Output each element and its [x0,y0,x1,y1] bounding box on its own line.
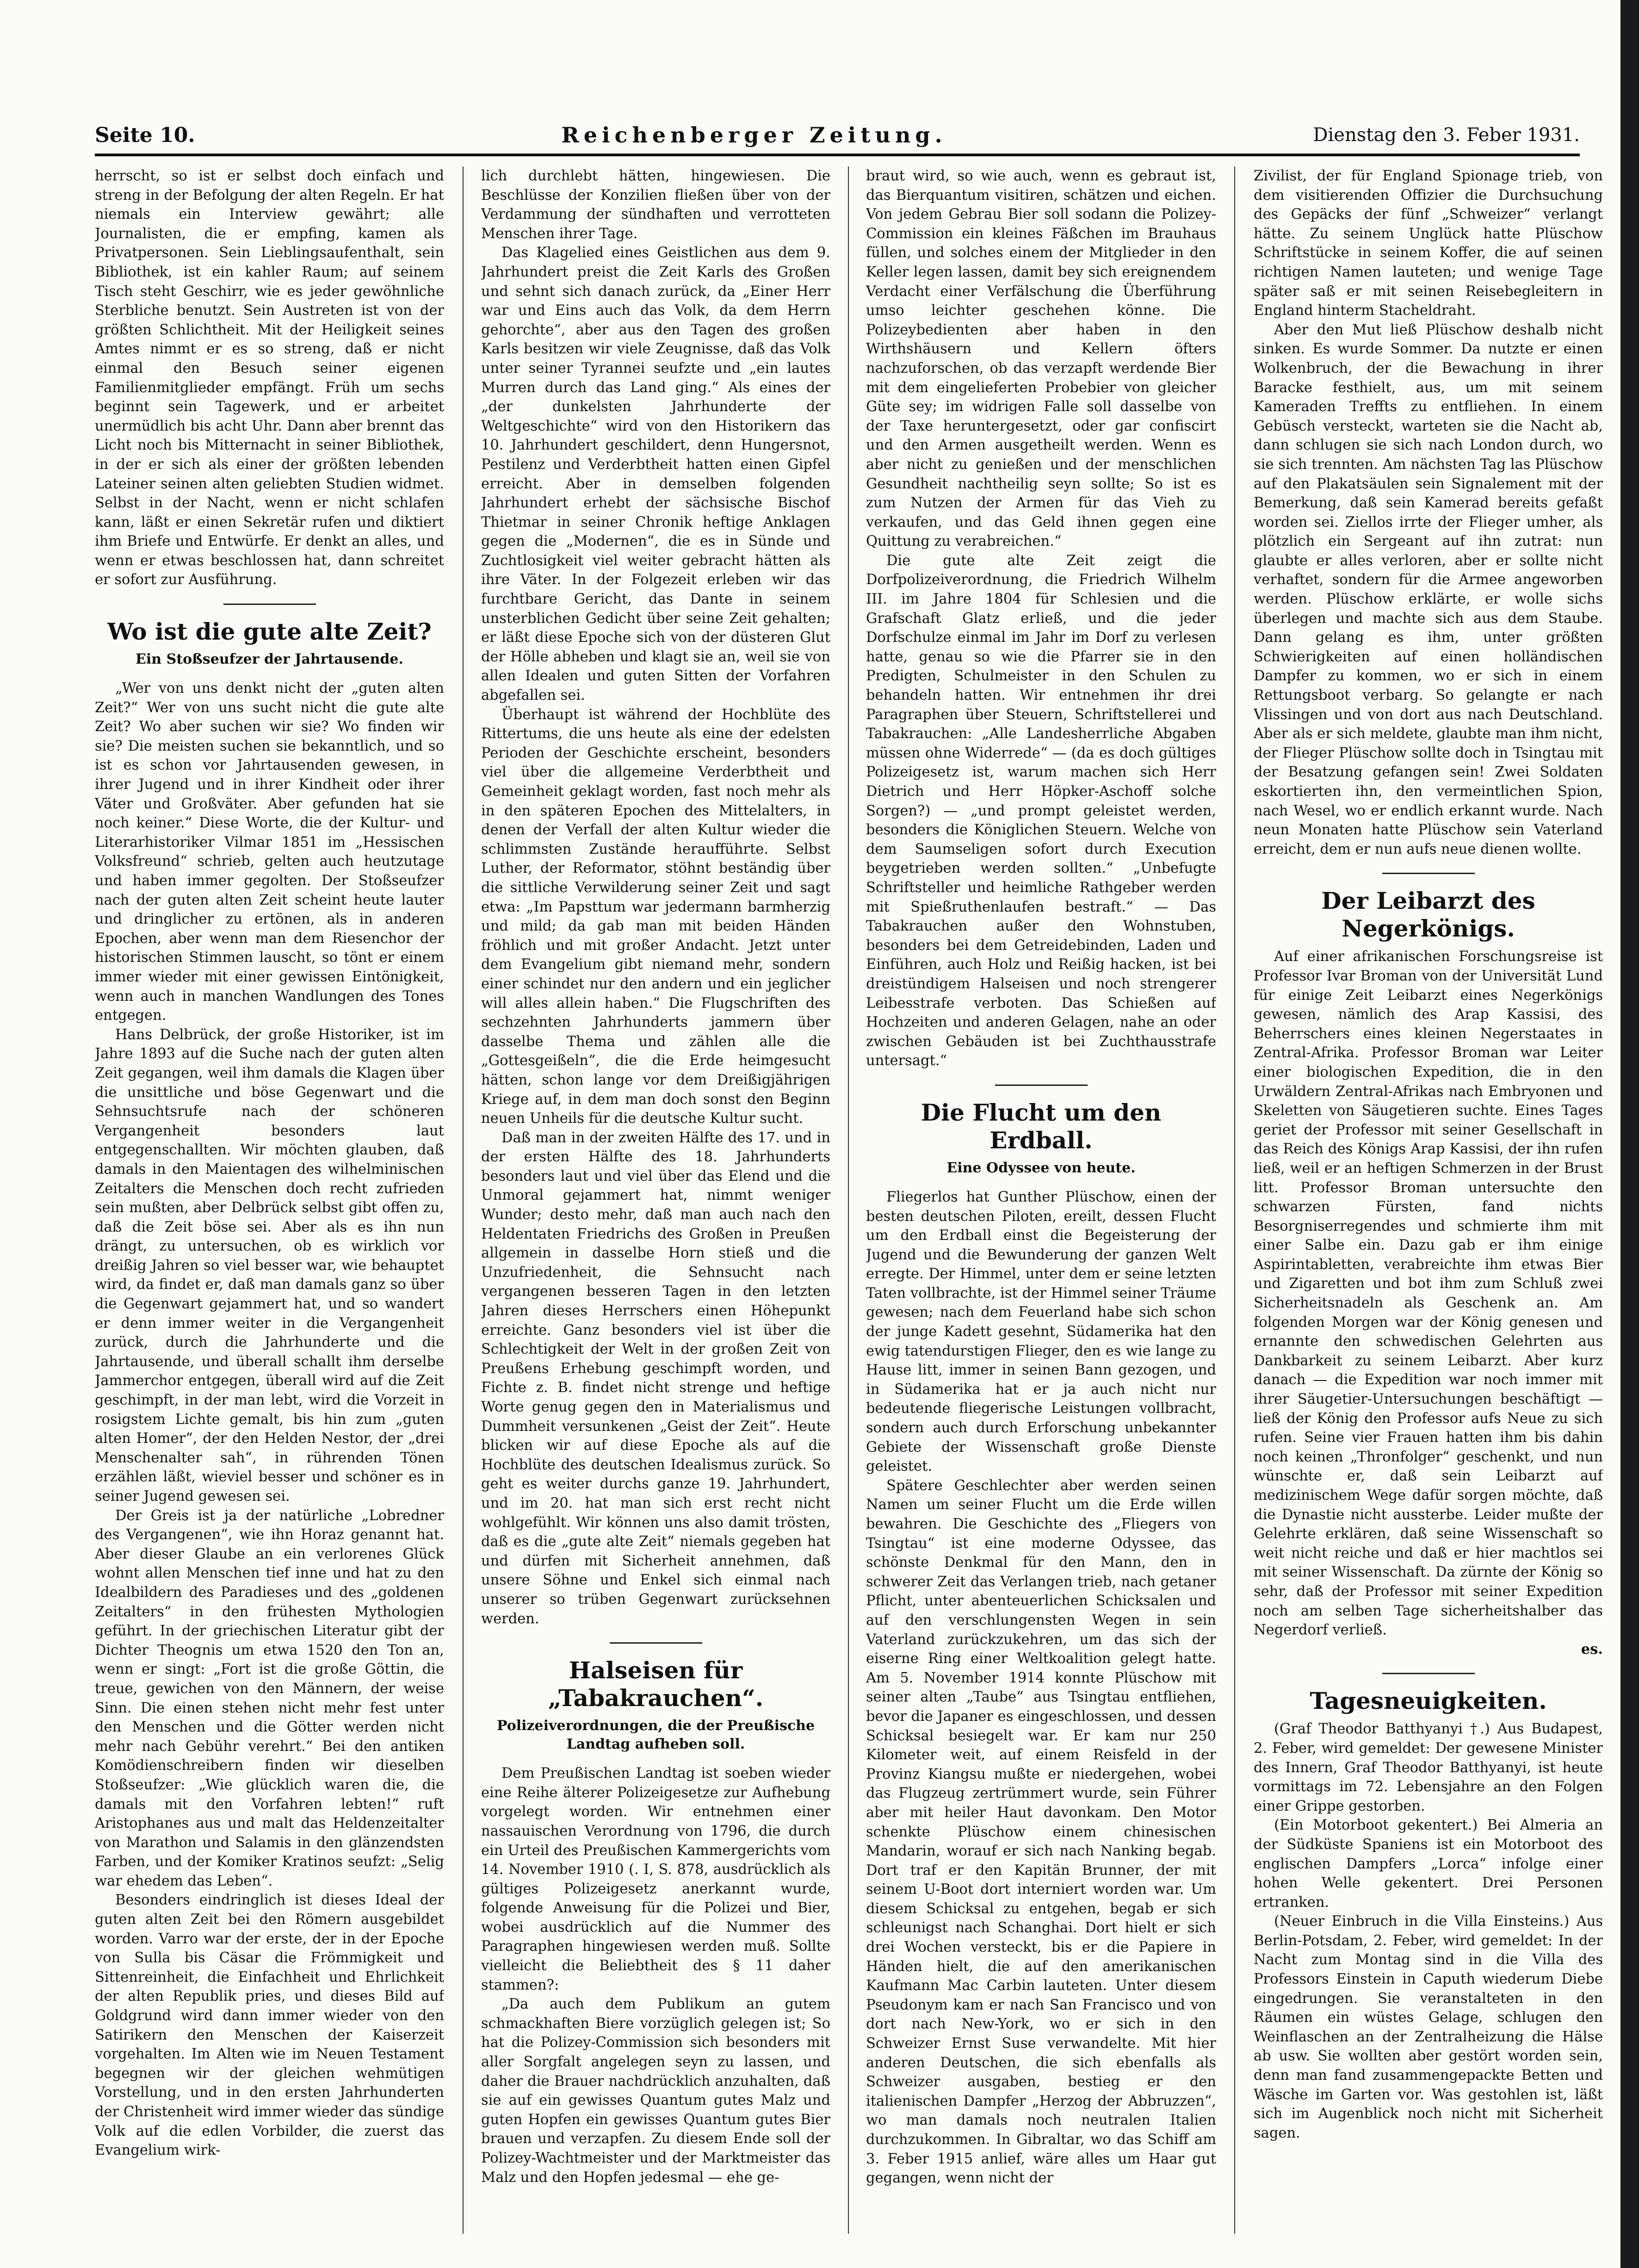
author-signature: es. [1581,1640,1603,1658]
scan-edge [1620,0,1639,2268]
paragraph: „Wer von uns denkt nicht der „guten alten Zeit?“ Wer von uns sucht nicht die gute alte Zeit? Wo aber suchen wir sie? Wo finden wir sie? Die meisten suchen sie bekanntlich, und so ist es schon vor Jahrtausenden gewesen, in ihrer Jugend und in ihrer Kindheit oder ihrer Väter und Großväter. Aber gefunden hat sie noch keiner.“ Diese Worte, die der Kultur- und Literarhistoriker Vilmar 1851 im „Hessischen Volksfreund“ schrieb, gelten auch heutzutage und haben immer gegolten. Der Stoßseufzer nach der guten alten Zeit scheint heute lauter und dringlicher zu ertönen, als in anderen Epochen, aber wenn man dem Riesenchor der historischen Stimmen lauscht, so tönt er einem immer wieder mit einer gewissen Eintönigkeit, wenn auch in manchen Wandlungen des Tones entgegen. [95,680,444,1024]
paragraph: braut wird, so wie auch, wenn es gebraut ist, das Bierquantum visitiren, schätzen und eichen. Von jedem Gebrau Bier soll sodann die Polizey-Commission ein kleines Fäßchen im Brauhaus füllen, und solches einem der Mitglieder in den Keller legen lassen, damit bey sich ereignendem Verdacht einer Verfälschung die Überführung umso leichter geschehen könne. Die Polizeybedienten aber haben in den Wirthshäusern und Kellern öfters nachzuforschen, ob das verzapft werdende Bier mit dem eingelieferten Probebier von gleicher Güte sey; im widrigen Falle soll dasselbe von der Taxe heruntergesetzt, oder gar confiscirt und den Armen ausgetheilt werden. Wenn es aber nicht zu genießen und der menschlichen Gesundheit nachtheilig seyn sollte; So ist es zum Nutzen der Armen für das Vieh zu verkaufen, und das Geld ihnen gegen eine Quittung zu verabreichen.“ [866,168,1216,550]
divider [610,1642,702,1644]
column-rule [1234,166,1235,2234]
header-rule [95,154,1580,156]
newspaper-title: Reichenberger Zeitung. [561,123,947,148]
divider [1382,1673,1475,1674]
paragraph: Dem Preußischen Landtag ist soeben wieder eine Reihe älterer Polizeigesetze zur Aufhebung vorgelegt worden. Wir entnehmen einer nassauischen Verordnung von 1796, die durch ein Urteil des Preußischen Kammergerichts vom 14. November 1910 (. I, S. 878, ausdrücklich als gültiges Polizeigesetz anerkannt wurde, folgende Anweisung für die Polizei und Bier, wobei ausdrücklich auf die Nummer des Paragraphen hingewiesen werden muß. Sollte vielleicht die Beliebtheit des § 11 daher stammen?: [481,1765,830,1993]
article-subheading: Eine Odyssee von heute. [946,1159,1136,1176]
paragraph: lich durchlebt hätten, hingewiesen. Die Beschlüsse der Konzilien fließen über von der Verdammung der sündhaften und verrotteten Menschen ihrer Tage. [481,168,830,242]
news-item: (Neuer Einbruch in die Villa Einsteins.) Aus Berlin-Potsdam, 2. Feber, wird gemeldet: In der Nacht zum Montag sind in die Villa des Professors Einstein in Caputh wiederum Diebe eingedrungen. Sie veranstalteten in den Räumen ein wüstes Gelage, schlugen den Weinflaschen an der Zentralheizung die Hälse ab usw. Sie wollten aber gestört worden sein, denn man fand zusammengepackte Betten und Wäsche im Garten vor. Was gestohlen ist, läßt sich im Augenblick noch nicht mit Sicherheit sagen. [1254,1913,1603,2141]
column-rule [463,166,464,2234]
paragraph: Der Greis ist ja der natürliche „Lobredner des Vergangenen“, wie ihn Horaz genannt hat. Aber dieser Glaube an ein verlorenes Glück wohnt allen Menschen tief inne und hat zu den Idealbildern des Paradieses und des „goldenen Zeitalters“ in den frühesten Mythologien geführt. In der griechischen Literatur gibt der Dichter Theognis um etwa 1520 den Ton an, wenn er singt: „Fort ist die große Göttin, die treue, gewichen von den Männern, der weise Sinn. Die einen stehen nicht mehr fest unter den Menschen und die Götter werden nicht mehr nach Gebühr verehrt.“ Bei den antiken Komödienschreibern finden wir dieselben Stoßseufzer: „Wie glücklich waren die, die damals mit den Vorfahren lebten!“ ruft Aristophanes aus und malt das Heldenzeitalter von Marathon und Salamis in den glänzendsten Farben, und der Komiker Kratinos seufzt: „Selig war ehedem das Leben“. [95,1507,444,1889]
article-heading: Die Flucht um den Erdball. [921,1098,1162,1154]
paragraph: Spätere Geschlechter aber werden seinen Namen um seiner Flucht um die Erde willen bewahren. Die Geschichte des „Fliegers von Tsingtau“ ist eine moderne Odyssee, das schönste Denkmal für den Mann, den in schwerer Zeit das Verlangen trieb, nach getaner Pflicht, unter abenteuerlichen Schicksalen und auf den verschlungensten Wegen in sein Vaterland zurückzukehren, um das sich der eiserne Ring einer Weltkoalition gelegt hatte. Am 5. November 1914 konnte Plüschow mit seiner alten „Taube“ aus Tsingtau entfliehen, bevor die Japaner es eingeschlossen, und dessen Schicksal besiegelt war. Er kam nur 250 Kilometer weit, auf einem Reisfeld in der Provinz Kiangsu mußte er niedergehen, wobei das Flugzeug zertrümmert wurde, sein Führer aber mit heiler Haut davonkam. Den Motor schenkte Plüschow einem chinesischen Mandarin, worauf er sich nach Nanking begab. Dort traf er den Kapitän Brunner, der mit seinem U-Boot dort interniert worden war. Um diesem Schicksal zu entgehen, begab er sich schleunigst nach Schanghai. Dort hielt er sich drei Wochen versteckt, bis er die Papiere in Händen hielt, die auf den amerikanischen Kaufmann Mac Carbin lauteten. Unter diesem Pseudonym kam er nach San Francisco und von dort nach New-York, wo er sich in den Schweizer Ernst Suse verwandelte. Mit hier anderen Deutschen, die sich ebenfalls als Schweizer ausgaben, bestieg er den italienischen Dampfer „Herzog der Abbruzzen“, wo man damals noch neutralen Italien durchzukommen. In Gibraltar, wo das Schiff am 3. Feber 1915 anlief, wäre alles um Haar gut gegangen, wenn nicht der [866,1477,1216,2187]
paragraph: herrscht, so ist er selbst doch einfach und streng in der Befolgung der alten Regeln. Er hat niemals ein Interview gewährt; alle Journalisten, die er empfing, kamen als Privatpersonen. Sein Lieblingsaufenthalt, sein Bibliothek, ist ein kahler Raum; auf seinem Tisch steht Geschirr, wie es jeder gewöhnliche Sterbliche benutzt. Sein Austreten ist von der größten Schlichtheit. Mit der Heiligkeit seines Amtes nimmt er es so streng, daß er nicht einmal den Besuch seiner eigenen Familienmitglieder empfängt. Früh um sechs beginnt sein Tagewerk, und er arbeitet unermüdlich bis acht Uhr. Dann aber brennt das Licht noch bis Mitternacht in seiner Bibliothek, in der er sich als einer der größten lebenden Lateiner seinen alten geliebten Studien widmet. Selbst in der Nacht, wenn er nicht schlafen kann, läßt er einen Sekretär rufen und diktiert ihm Briefe und Entwürfe. Er denkt an alles, und wenn er etwas beschlossen hat, dann schreitet er sofort zur Ausführung. [95,168,444,588]
paragraph: Auf einer afrikanischen Forschungsreise ist Professor Ivar Broman von der Universität Lund für einige Zeit Leibarzt eines Negerkönigs gewesen, nämlich des Arap Kassisi, des Beherrschers eines kleinen Negerstaates in Zentral-Afrika. Professor Broman war Leiter einer biologischen Expedition, die in den Urwäldern Zentral-Afrikas nach Embryonen und Skeletten von Säugetieren suchte. Eines Tages geriet der Professor mit seiner Gesellschaft in das Reich des Königs Arap Kassisi, der ihn rufen ließ, weil er an heftigen Schmerzen in der Brust litt. Professor Broman untersuchte den schwarzen Fürsten, fand nichts Besorgniserregendes und schmierte ihm mit einer Salbe ein. Dazu gab er ihm einige Aspirintabletten, verabreichte ihm etwas Bier und Zigaretten und bot ihm zum Schluß zwei Sicherheitsnadeln als Geschenk an. Am folgenden Morgen war der König genesen und ernannte den schwedischen Gelehrten aus Dankbarkeit zu seinem Leibarzt. Aber kurz danach — die Expedition war noch immer mit ihrer Säugetier-Untersuchungen beschäftigt — ließ der König den Professor aufs Neue zu sich rufen. Seine vier Frauen hatten ihm bis dahin noch keinen „Thronfolger“ geschenkt, und nun wünschte er, daß sein Leibarzt auf medizinischem Wege dafür sorgen möchte, daß die Dynastie nicht aussterbe. Leider mußte der Gelehrte erklären, daß seine Wissenschaft so weit nicht reiche und daß er hier machtlos sei mit seiner Wissenschaft. Da zürnte der König so sehr, daß der Professor mit seiner Expedition noch am selben Tage sicherheitshalber das Negerdorf verließ. [1254,949,1603,1639]
paragraph: „Da auch dem Publikum an gutem schmackhaften Biere vorzüglich gelegen ist; So hat die Polizey-Commission sich besonders mit aller Sorgfalt angelegen seyn zu lassen, und daher die Brauer nachdrücklich anzuhalten, daß sie auf ein gewisses Quantum gutes Malz und guten Hopfen ein gewisses Quantum gutes Bier brauen und verzapfen. Zu diesem Ende soll der Polizey-Wachtmeister und der Marktmeister das Malz und den Hopfen jedesmal — ehe ge- [481,1996,830,2186]
issue-date: Dienstag den 3. Feber 1931. [1313,124,1580,146]
article-heading: Wo ist die gute alte Zeit? [107,618,432,646]
paragraph: Besonders eindringlich ist dieses Ideal der guten alten Zeit bei den Römern ausgebildet worden. Varro war der erste, der in der Epoche von Sulla bis Cäsar die Frömmigkeit und Sittenreinheit, die Einfachheit und Ehrlichkeit der alten Republik pries, und dieses Bild auf Goldgrund wird dann immer wieder von den Satirikern den Menschen der Kaiserzeit vorgehalten. Im Alten wie im Neuen Testament begegnen wir der gleichen wehmütigen Vorstellung, und in den ersten Jahrhunderten der Christenheit wird immer wieder das sündige Volk auf die edlen Vorbilder, die zuerst das Evangelium wirk- [95,1892,444,2159]
paragraph: Die gute alte Zeit zeigt die Dorfpolizeiverordnung, die Friedrich Wilhelm III. im Jahre 1804 für Schlesien und die Grafschaft Glatz erließ, und die jeder Dorfschulze einmal im Jahr im Dorf zu verlesen hatte, genau so wie die Pfarrer sie in den Predigten, Schulmeister in den Schulen zu behandeln hatten. Wir entnehmen ihr drei Paragraphen über Steuern, Schriftstellerei und Tabakrauchen: „Alle Landesherrliche Abgaben müssen ohne Widerrede“ — (da es doch gültiges Polizeigesetz ist, warum machen sich Herr Dietrich und Herr Höpker-Aschoff solche Sorgen?) — „und prompt geleistet werden, besonders die Königlichen Steuern. Welche von dem Saumseligen sofort durch Execution beygetrieben werden sollten.“ „Unbefugte Schriftsteller und heimliche Rathgeber werden mit Spießruthenlaufen bestraft.“ — Das Tabakrauchen außer den Wohnstuben, besonders bei dem Getreidebinden, Laden und Einführen, auch Holz und Reißig hacken, ist bei dreistündigem Halseisen und noch strengerer Leibesstrafe verboten. Das Schießen auf Hochzeiten und anderen Gelagen, nahe an oder zwischen Gebäuden ist bei Zuchthausstrafe untersagt.“ [866,552,1216,1069]
paragraph: Aber den Mut ließ Plüschow deshalb nicht sinken. Es wurde Sommer. Da nutzte er einen Wolkenbruch, der die Bewachung in ihrer Baracke festhielt, aus, um mit seinem Kameraden Treffts zu entfliehen. In einem Gebüsch versteckt, warteten sie die Nacht ab, dann schlugen sie sich nach London durch, wo sie sich trennten. Am nächsten Tag las Plüschow auf den Plakatsäulen sein Signalement mit der Bemerkung, daß sein Kamerad bereits gefaßt worden sei. Ziellos irrte der Flieger umher, als plötzlich ein Sergeant auf ihn zutrat: nun glaubte er alles verloren, aber er sollte nicht verhaftet, sondern für die Armee angeworben werden. Plüschow erklärte, er wolle sichs überlegen und machte sich aus dem Staube. Dann gelang es ihm, unter größten Schwierigkeiten auf einen holländischen Dampfer zu kommen, wo er sich in einem Rettungsboot verbarg. So gelangte er nach Vlissingen und von dort aus nach Deutschland. Aber als er sich meldete, glaubte man ihm nicht, der Flieger Plüschow sollte doch in Tsingtau mit der Besatzung gefangen sein! Zwei Soldaten eskortierten ihn, den vermeintlichen Spion, nach Wesel, wo er endlich erkannt wurde. Nach neun Monaten hatte Plüschow sein Vaterland erreicht, dem er nun aufs neue dienen wollte. [1254,321,1603,857]
column-1 [95,166,444,2234]
paragraph: Hans Delbrück, der große Historiker, ist im Jahre 1893 auf die Suche nach der guten alten Zeit gegangen, weil ihm damals die Klagen über die unsittliche und böse Gegenwart und die Sehnsuchtsrufe nach der schöneren Vergangenheit besonders laut entgegenschallten. Wir möchten glauben, daß damals in den Maientagen des wilhelminischen Zeitalters die Menschen doch recht zufrieden sein mußten, aber Delbrück selbst gibt offen zu, daß die Zeit böse sei. Aber als es ihn nun drängt, zu untersuchen, ob es wirklich vor dreißig Jahren so viel besser war, wie behauptet wird, da findet er, daß man damals ganz so über die Gegenwart gejammert hat, und so wandert er denn immer weiter in die Vergangenheit zurück, durch die Jahrhunderte und die Jahrtausende, und überall schallt ihm derselbe Jammerchor entgegen, überall wird auf die Zeit geschimpft, in der man lebt, wird die Vorzeit in rosigstem Lichte gemalt, bis hin zum „guten alten Homer“, der den Helden Nestor, der „drei Menschenalter sah“, in rührenden Tönen erzählen läßt, wieviel besser und schöner es in seiner Jugend gewesen sei. [95,1026,444,1504]
column-4 [1254,166,1603,2234]
page-header [95,121,1580,149]
paragraph: Überhaupt ist während der Hochblüte des Rittertums, die uns heute als eine der edelsten Perioden der Geschichte erscheint, besonders viel über die allgemeine Verderbtheit und Gemeinheit geklagt worden, fast noch mehr als in den späteren Epochen des Mittelalters, in denen der Verfall der alten Kultur wieder die schlimmsten Zustände heraufführte. Selbst Luther, der Reformator, stöhnt beständig über die sittliche Verwilderung seiner Zeit und sagt etwa: „Im Papsttum war jedermann barmherzig und mild; da gab man mit beiden Händen fröhlich und mit großer Andacht. Jetzt unter dem Evangelium gibt niemand mehr, sondern einer schindet nur den andern und ein jeglicher will alles allein haben.“ Die Flugschriften des sechzehnten Jahrhunderts jammern über dasselbe Thema und zählen alle die „Gottesgeißeln“, die die Erde heimgesucht hätten, schon lange vor dem Dreißigjährigen Kriege auf, in dem man doch sonst den Beginn neuen Unheils für die deutsche Kultur sucht. [481,706,830,1127]
paragraph: Das Klagelied eines Geistlichen aus dem 9. Jahrhundert preist die Zeit Karls des Großen und sehnt sich danach zurück, da „Einer Herr war und Eins auch das Volk, da dem Herrn gehorchte“, aber aus den Tagen des großen Karls besitzen wir viele Zeugnisse, daß das Volk unter seiner Tyrannei seufzte und „ein lautes Murren durch das Land ging.“ Als eines der „der dunkelsten Jahrhunderte der Weltgeschichte“ wird von den Historikern das 10. Jahrhundert geschildert, denn Hungersnot, Pestilenz und Verderbtheit hatten einen Gipfel erreicht. Aber in demselben folgenden Jahrhundert erhebt der sächsische Bischof Thietmar in seiner Chronik heftige Anklagen gegen die „Modernen“, die es in Sünde und Zuchtlosigkeit viel weiter gebracht hätten als ihre Väter. In der Folgezeit erleben wir das furchtbare Gericht, das Dante in seinem unsterblichen Gedicht über seine Zeit gehalten; er läßt diese Epoche sich von der düsteren Glut der Hölle abheben und klagt sie an, weil sie von allen Idealen und guten Sitten der Vorfahren abgefallen sei. [481,245,830,704]
column-3 [866,166,1216,2234]
article-subheading: Ein Stoßseufzer der Jahrtausende. [136,651,403,668]
paragraph: Fliegerlos hat Gunther Plüschow, einen der besten deutschen Piloten, ereilt, dessen Flucht um den Erdball einst die Begeisterung der Jugend und die Bewunderung der ganzen Welt erregte. Der Himmel, unter dem er seine letzten Taten vollbrachte, ist der Himmel seiner Träume gewesen; nach dem Feuerland habe sich schon der junge Kadett gesehnt, Südamerika hat den ewig tatendurstigen Flieger, den es wie lange zu Hause litt, immer in seinen Bann gezogen, und in Südamerika hat er ja auch nicht nur bedeutende fliegerische Leistungen vollbracht, sondern auch durch Erforschung unbekannter Gebiete der Wissenschaft große Dienste geleistet. [866,1189,1216,1475]
article-heading: Halseisen für „Tabakrauchen“. [548,1657,764,1712]
news-item: (Graf Theodor Batthyanyi †.) Aus Budapest, 2. Feber, wird gemeldet: Der gewesene Minister des Innern, Graf Theodor Batthyanyi, ist heute vormittags im 72. Lebensjahre an den Folgen einer Grippe gestorben. [1254,1721,1603,1814]
news-item: (Ein Motorboot gekentert.) Bei Almeria an der Südküste Spaniens ist ein Motorboot des englischen Dampfers „Lorca“ infolge einer hohen Welle gekentert. Drei Personen ertranken. [1254,1817,1603,1911]
column-rule [848,166,849,2234]
column-2 [481,166,830,2234]
article-heading: Der Leibarzt des Negerkönigs. [1321,887,1535,943]
divider [995,1085,1088,1086]
paragraph: Daß man in der zweiten Hälfte des 17. und in der ersten Hälfte des 18. Jahrhunderts besonders laut und viel über das Elend und die Unmoral gejammert hat, nimmt weniger Wunder; desto mehr, daß man auch nach den Heldentaten Friedrichs des Großen in Preußen allgemein in dasselbe Horn stieß und die Unzufriedenheit, die Sehnsucht nach vergangenen besseren Tagen in den letzten Jahren dieses Herrschers einen Höhepunkt erreichte. Ganz besonders viel ist über die Schlechtigkeit der Welt in der großen Zeit von Preußens Erhebung geschimpft worden, und Fichte z. B. findet nicht strenge und heftige Worte genug gegen den in Materialismus und Dummheit versunkenen „Geist der Zeit“. Heute blicken wir auf diese Epoche als auf die Hochblüte des deutschen Idealismus zurück. So geht es weiter durchs ganze 19. Jahrhundert, und im 20. hat man sich erst recht nicht wohlgefühlt. Wir können uns also damit trösten, daß es die „gute alte Zeit“ niemals gegeben hat und dürfen mit Sicherheit annehmen, daß unsere Söhne und Enkel sich einmal nach unserer so trüben Gegenwart zurücksehnen werden. [481,1129,830,1627]
paragraph: Zivilist, der für England Spionage trieb, von dem visitierenden Offizier die Durchsuchung des Gepäcks der fünf „Schweizer“ verlangt hätte. Zu seinem Unglück hatte Plüschow Schriftstücke in seinem Koffer, die auf seinen richtigen Namen lauteten; und wenige Tage später saß er mit seinen Reisebegleitern in England hinterm Stacheldraht. [1254,168,1603,319]
section-heading: Tagesneuigkeiten. [1310,1687,1547,1715]
page-number: Seite 10. [95,123,195,147]
divider [1382,873,1475,874]
divider [223,604,316,605]
article-subheading: Polizeiverordnungen, die der Preußische Landtag aufheben soll. [496,1718,815,1753]
